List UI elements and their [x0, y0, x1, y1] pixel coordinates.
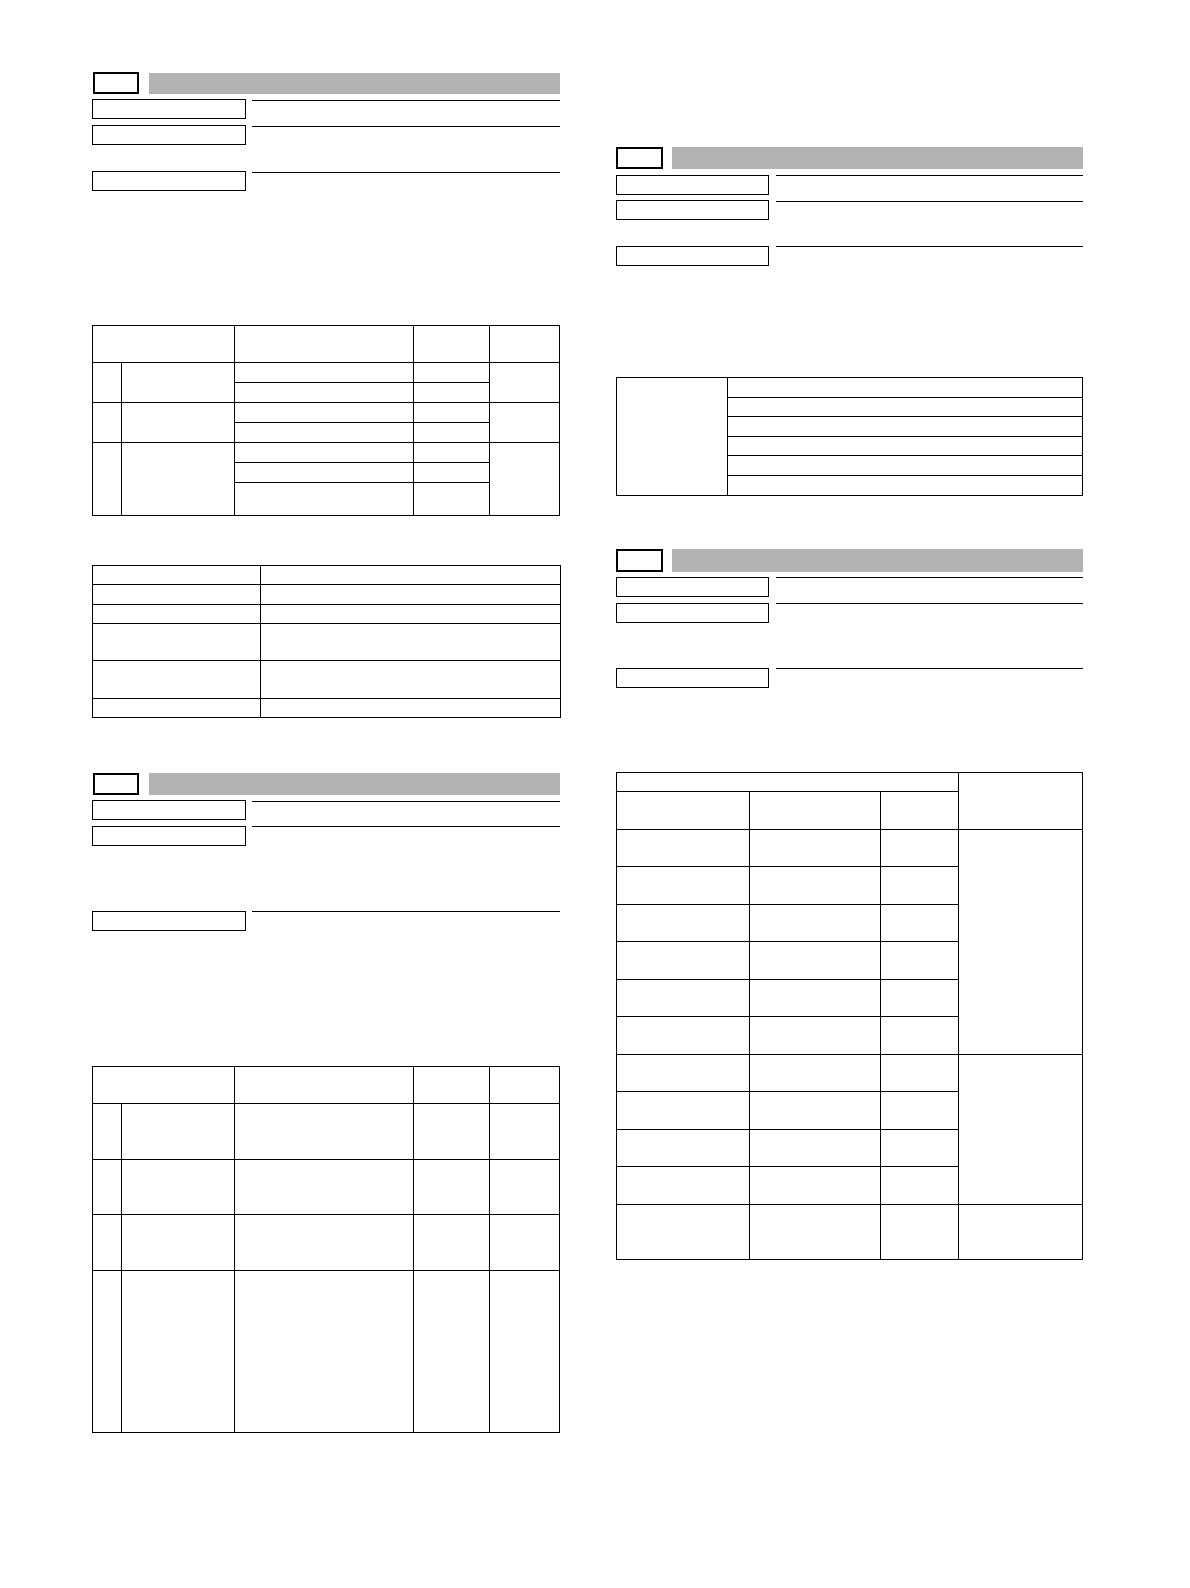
table-cell: [121, 1214, 235, 1271]
table-header-cell: [413, 325, 490, 363]
field-label-box: [92, 911, 246, 931]
table-cell: [121, 402, 235, 443]
table-cell: [234, 462, 414, 483]
table-cell: [880, 904, 959, 942]
table-cell: [260, 604, 561, 624]
table-cell: [92, 442, 122, 516]
table-cell: [413, 462, 490, 483]
field-label-box: [616, 175, 769, 195]
table-cell: [880, 1054, 959, 1092]
field-rule: [776, 577, 1083, 578]
table-cell: [260, 565, 561, 585]
table-cell: [413, 1214, 490, 1271]
table-cell: [749, 941, 881, 980]
table-cell: [616, 1016, 750, 1055]
section-code-box: [93, 773, 139, 795]
field-label-box: [92, 171, 246, 191]
table-cell: [121, 1159, 235, 1215]
table-cell: [749, 1129, 881, 1167]
table-cell: [749, 979, 881, 1017]
table-header-cell: [413, 1066, 490, 1104]
section-title-bar: [149, 773, 560, 795]
table-cell: [616, 1166, 750, 1205]
table-cell: [234, 442, 414, 463]
table-cell: [616, 979, 750, 1017]
field-rule: [252, 826, 560, 827]
table-header-cell: [234, 325, 414, 363]
table-cell: [880, 1091, 959, 1130]
table-header-cell: [489, 325, 560, 363]
field-label-box: [616, 246, 769, 266]
table-cell: [234, 422, 414, 443]
table-cell: [489, 402, 560, 443]
table-cell: [92, 698, 261, 718]
section-code-box: [93, 72, 139, 94]
table-cell: [616, 904, 750, 942]
table-cell: [616, 866, 750, 905]
table-cell: [92, 1103, 122, 1160]
field-label-box: [616, 668, 769, 688]
field-label-box: [92, 99, 246, 119]
table-cell: [880, 1129, 959, 1167]
table-cell: [92, 362, 122, 403]
field-rule: [252, 100, 560, 101]
table-cell: [92, 623, 261, 661]
table-cell: [234, 482, 414, 516]
table-cell: [880, 979, 959, 1017]
table-cell: [260, 623, 561, 661]
field-label-box: [92, 826, 246, 846]
table-cell: [958, 1054, 1083, 1205]
table-cell: [234, 382, 414, 403]
table-cell: [727, 397, 1083, 417]
table-cell: [880, 1166, 959, 1205]
table-cell: [880, 1016, 959, 1055]
field-rule: [252, 801, 560, 802]
table-cell: [880, 829, 959, 867]
table-cell: [489, 1103, 560, 1160]
table-header-cell: [749, 791, 881, 830]
table-header-cell: [92, 1066, 235, 1104]
table-cell: [958, 829, 1083, 1055]
table-cell: [749, 1166, 881, 1205]
table-cell: [92, 584, 261, 605]
table-cell: [880, 941, 959, 980]
field-label-box: [92, 125, 246, 145]
table-cell: [413, 382, 490, 403]
field-label-box: [92, 800, 246, 820]
field-rule: [252, 911, 560, 912]
table-cell: [489, 1159, 560, 1215]
table-cell: [413, 1270, 490, 1433]
table-cell: [616, 829, 750, 867]
table-cell: [489, 362, 560, 403]
field-rule: [252, 126, 560, 127]
field-label-box: [616, 603, 769, 623]
table-header-cell: [234, 1066, 414, 1104]
field-rule: [776, 603, 1083, 604]
table-cell: [413, 362, 490, 383]
table-cell: [880, 866, 959, 905]
field-rule: [776, 668, 1083, 669]
table-cell: [121, 442, 235, 516]
table-cell: [616, 1204, 750, 1260]
table-cell: [234, 402, 414, 423]
table-cell: [121, 1103, 235, 1160]
table-header-cell: [880, 791, 959, 830]
field-rule: [776, 201, 1083, 202]
table-cell: [260, 698, 561, 718]
table-cell: [234, 1270, 414, 1433]
table-cell: [749, 1054, 881, 1092]
table-cell: [260, 584, 561, 605]
table-cell: [489, 1270, 560, 1433]
table-cell: [749, 1016, 881, 1055]
section-title-bar: [672, 549, 1083, 572]
table-cell: [234, 362, 414, 383]
field-rule: [776, 175, 1083, 176]
table-cell: [413, 442, 490, 463]
table-cell: [413, 1103, 490, 1160]
table-cell: [749, 904, 881, 942]
table-cell: [92, 1159, 122, 1215]
table-cell: [92, 660, 261, 699]
table-cell: [413, 1159, 490, 1215]
table-cell: [616, 377, 728, 496]
section-title-bar: [149, 73, 560, 94]
table-cell: [880, 1204, 959, 1260]
field-rule: [776, 246, 1083, 247]
table-cell: [413, 402, 490, 423]
table-cell: [260, 660, 561, 699]
table-cell: [234, 1214, 414, 1271]
table-cell: [616, 1129, 750, 1167]
table-header-cell: [489, 1066, 560, 1104]
field-label-box: [616, 200, 769, 220]
table-cell: [413, 422, 490, 443]
table-cell: [489, 1214, 560, 1271]
section-code-box: [616, 549, 663, 572]
table-cell: [727, 455, 1083, 476]
table-cell: [92, 1270, 122, 1433]
table-header-cell: [958, 772, 1083, 830]
table-cell: [616, 941, 750, 980]
field-label-box: [616, 577, 769, 597]
table-cell: [92, 1214, 122, 1271]
table-cell: [121, 1270, 235, 1433]
table-header-cell: [616, 772, 959, 792]
table-cell: [121, 362, 235, 403]
table-cell: [616, 1091, 750, 1130]
table-cell: [616, 1054, 750, 1092]
field-rule: [252, 172, 560, 173]
table-cell: [958, 1204, 1083, 1260]
table-header-cell: [616, 791, 750, 830]
table-cell: [727, 475, 1083, 496]
table-cell: [92, 604, 261, 624]
table-cell: [489, 442, 560, 516]
table-cell: [234, 1103, 414, 1160]
table-cell: [92, 402, 122, 443]
table-cell: [234, 1159, 414, 1215]
table-cell: [92, 565, 261, 585]
table-cell: [749, 1091, 881, 1130]
table-cell: [727, 436, 1083, 456]
table-header-cell: [92, 325, 235, 363]
table-cell: [749, 829, 881, 867]
table-cell: [727, 377, 1083, 398]
table-cell: [749, 866, 881, 905]
section-code-box: [616, 147, 663, 169]
table-cell: [727, 416, 1083, 437]
table-cell: [413, 482, 490, 516]
section-title-bar: [672, 147, 1083, 169]
table-cell: [749, 1204, 881, 1260]
